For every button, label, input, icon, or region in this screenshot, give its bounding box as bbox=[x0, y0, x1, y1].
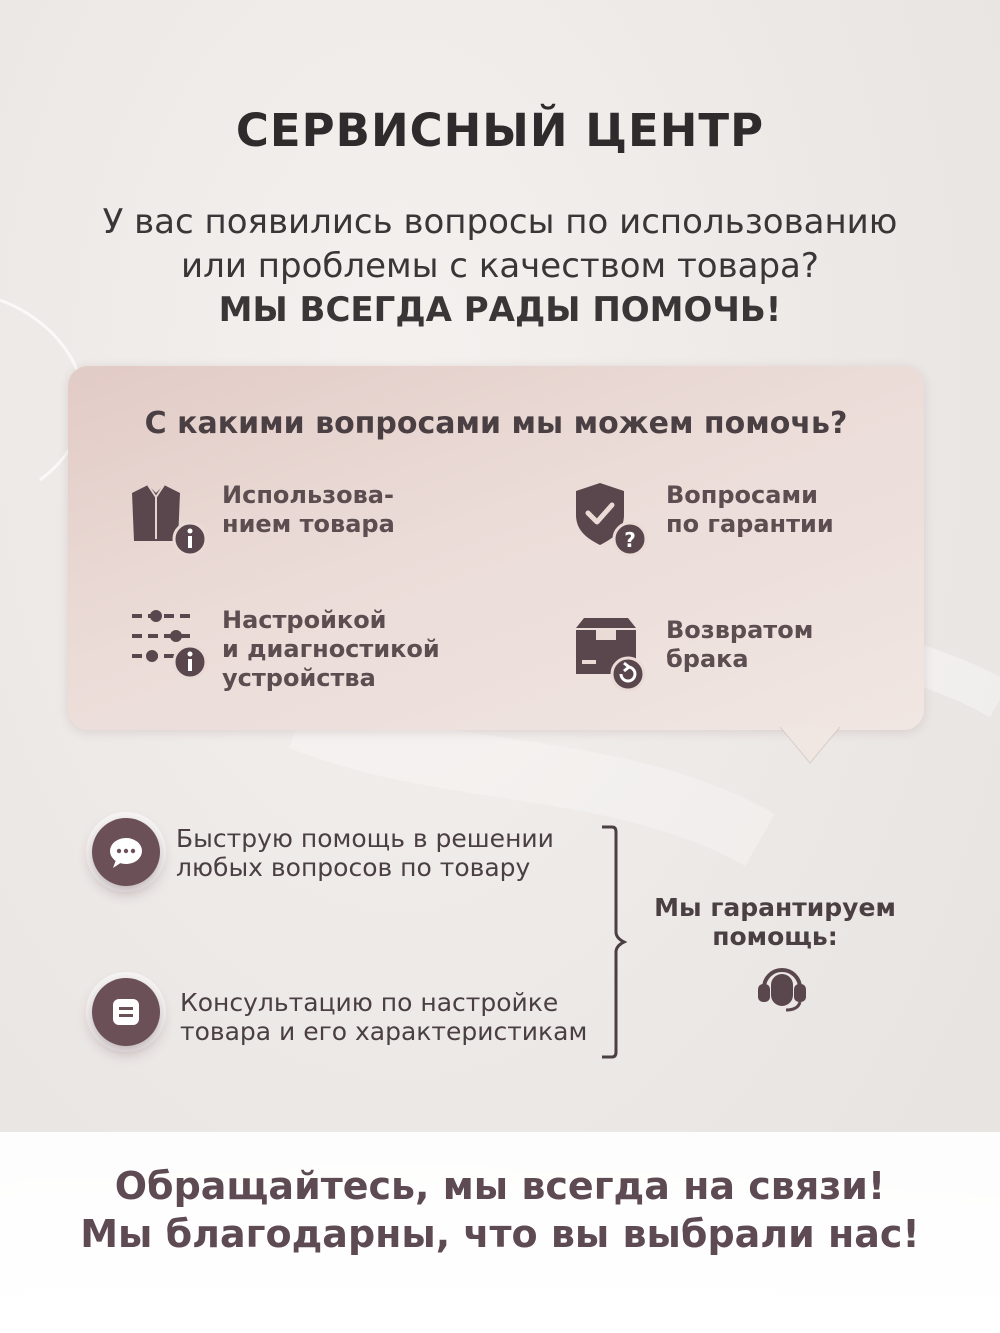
topic-usage-label: Использова- нием товара bbox=[222, 481, 395, 538]
right-brace bbox=[596, 824, 636, 1060]
benefit-fast-help: Быструю помощь в решении любых вопросов по товару bbox=[176, 824, 554, 882]
page-title: СЕРВИСНЫЙ ЦЕНТР bbox=[235, 104, 765, 157]
svg-text:?: ? bbox=[624, 528, 636, 552]
card-heading: С какими вопросами мы можем помочь? bbox=[144, 406, 848, 441]
topic-usage bbox=[130, 481, 395, 561]
topic-setup bbox=[130, 606, 440, 693]
box-return-icon bbox=[574, 616, 654, 696]
menu-lines-icon bbox=[92, 978, 160, 1046]
chat-bubble-icon bbox=[92, 818, 160, 886]
topic-returns-label: Возвратом брака bbox=[666, 616, 814, 673]
topic-returns bbox=[574, 616, 813, 696]
help-topics-card bbox=[68, 366, 924, 730]
card-tail bbox=[780, 727, 840, 767]
intro-text bbox=[40, 200, 960, 332]
footer-line-1: Обращайтесь, мы всегда на связи! bbox=[114, 1164, 886, 1208]
intro-line-1: У вас появились вопросы по использованию bbox=[102, 202, 898, 242]
shield-question-icon bbox=[574, 481, 654, 561]
shirt-info-icon bbox=[130, 481, 210, 561]
sliders-info-icon bbox=[130, 606, 210, 686]
benefit-consultation: Консультацию по настройке товара и его характеристикам bbox=[180, 988, 588, 1046]
intro-line-3: МЫ ВСЕГДА РАДЫ ПОМОЧЬ! bbox=[218, 290, 782, 330]
guarantee-text: Мы гарантируем помощь: bbox=[654, 893, 896, 951]
footer-text bbox=[0, 1162, 1000, 1258]
intro-line-2: или проблемы с качеством товара? bbox=[181, 246, 819, 286]
footer-line-2: Мы благодарны, что вы выбрали нас! bbox=[80, 1212, 920, 1256]
topic-warranty bbox=[574, 481, 834, 561]
headset-icon bbox=[752, 960, 812, 1014]
topic-setup-label: Настройкой и диагностикой устройства bbox=[222, 606, 440, 692]
topic-warranty-label: Вопросами по гарантии bbox=[666, 481, 834, 538]
